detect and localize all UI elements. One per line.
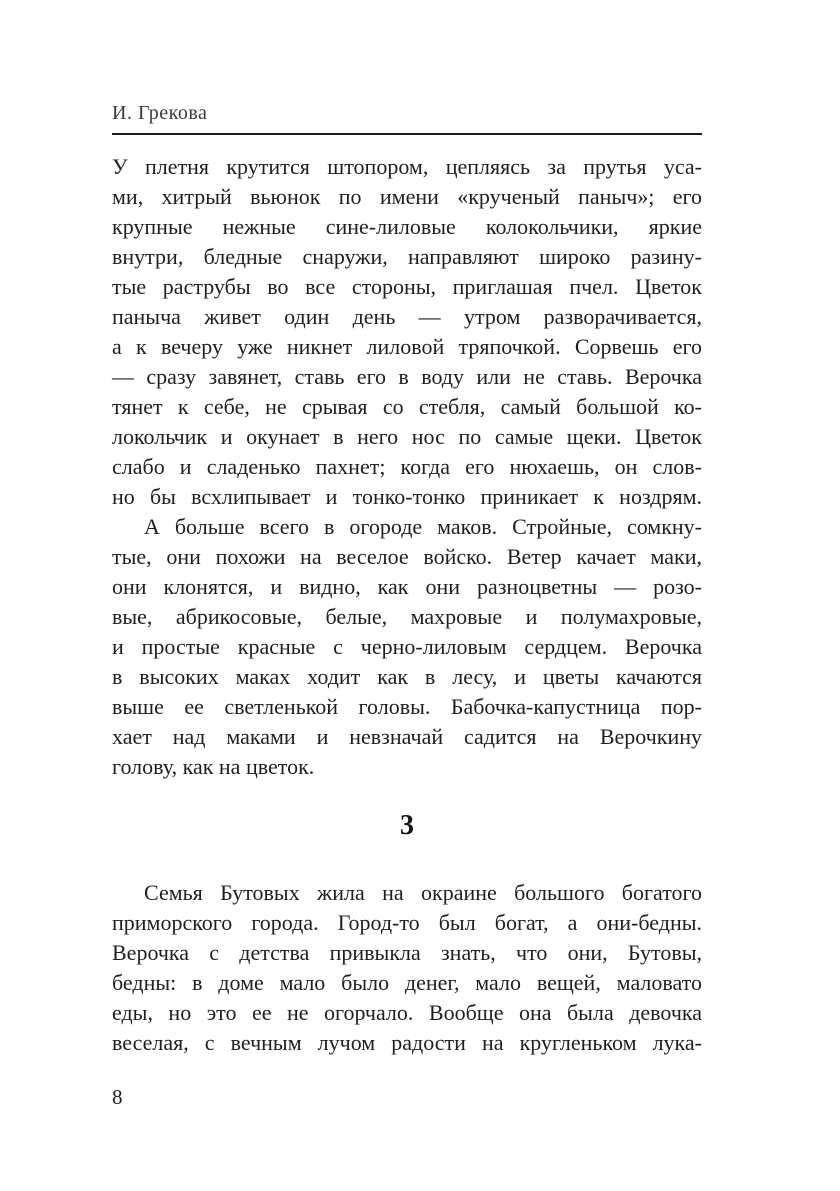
text-line: но бы всхлипывает и тонко-тонко приникает к ноздрям. — [112, 484, 702, 509]
text-line: выше ее светленькой головы. Бабочка-капустница пор- — [112, 694, 702, 719]
text-line: а к вечеру уже никнет лиловой тряпочкой. Сорвешь его — [112, 334, 702, 359]
text-line: Семья Бутовых жила на окраине большого богатого — [144, 880, 702, 905]
text-line: и простые красные с черно-лиловым сердцем. Верочка — [112, 634, 702, 659]
page-header — [112, 100, 702, 135]
text-line: в высоких маках ходит как в лесу, и цветы качаются — [112, 664, 702, 689]
header-rule — [112, 133, 702, 135]
page-content — [112, 152, 702, 1058]
paragraph — [112, 152, 702, 512]
text-line: локольчик и окунает в него нос по самые щеки. Цветок — [112, 424, 702, 449]
text-line: веселая, с вечным лучом радости на кругленьком лука- — [112, 1030, 702, 1055]
paragraph — [112, 512, 702, 782]
text-line: — сразу завянет, ставь его в воду или не ставь. Верочка — [112, 364, 702, 389]
text-line: хает над маками и невзначай садится на Верочкину — [112, 724, 702, 749]
text-line: бедны: в доме мало было денег, мало вещей, маловато — [112, 970, 702, 995]
text-line: голову, как на цветок. — [112, 754, 315, 779]
text-line: Верочка с детства привыкла знать, что они, Бутовы, — [112, 940, 702, 965]
text-line: внутри, бледные снаружи, направляют широко разину- — [112, 244, 702, 269]
text-line: они клонятся, и видно, как они разноцветны — розо- — [112, 574, 702, 599]
text-line: тянет к себе, не срывая со стебля, самый большой ко- — [112, 394, 702, 419]
text-line: приморского города. Город-то был богат, а они-бедны. — [112, 910, 702, 935]
text-line: вые, абрикосовые, белые, махровые и полумахровые, — [112, 604, 702, 629]
text-line: паныча живет один день — утром разворачивается, — [112, 304, 702, 329]
text-line: ми, хитрый вьюнок по имени «крученый паныч»; его — [112, 184, 702, 209]
text-line: крупные нежные сине-лиловые колокольчики, яркие — [112, 214, 702, 239]
text-line: тые раструбы во все стороны, приглашая пчел. Цветок — [112, 274, 702, 299]
text-line: А больше всего в огороде маков. Стройные, сомкну- — [144, 514, 702, 539]
running-head: И. Грекова — [112, 102, 208, 124]
text-line: тые, они похожи на веселое войско. Ветер качает маки, — [112, 544, 702, 569]
text-line: слабо и сладенько пахнет; когда его нюхаешь, он слов- — [112, 454, 702, 479]
chapter-heading: 3 — [400, 810, 414, 841]
page-number: 8 — [112, 1085, 123, 1109]
text-line: У плетня крутится штопором, цепляясь за прутья уса- — [112, 154, 702, 179]
paragraph — [112, 878, 702, 1058]
text-line: еды, но это ее не огорчало. Вообще она была девочка — [112, 1000, 702, 1025]
